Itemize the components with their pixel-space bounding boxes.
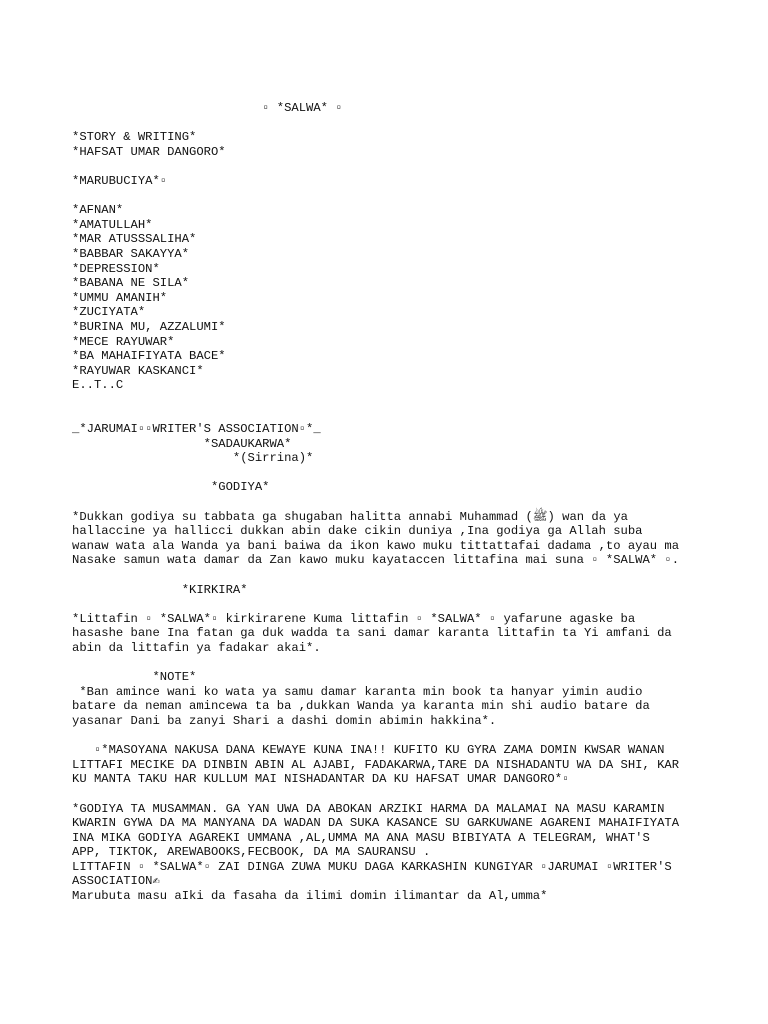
text-line: *RAYUWAR KASKANCI*	[72, 363, 204, 378]
text-line: wanaw wata ala Wanda ya bani baiwa da ikon kawo muku tittattafai dadama ,to ayau ma	[72, 538, 680, 553]
text-line	[72, 568, 712, 583]
text-line: *BABBAR SAKAYYA*	[72, 246, 190, 261]
text-line: *(Sirrina)*	[72, 451, 314, 466]
text-line: KWARIN GYWA DA MA MANYANA DA WADAN DA SUKA KASANCE SU GARKUWANE AGARENI MAHAIFIYATA	[72, 816, 680, 831]
text-line: yasanar Dani ba zanyi Shari a dashi domin abimin hakkina*.	[72, 713, 497, 728]
text-line: *Dukkan godiya su tabbata ga shugaban halitta annabi Muhammad (ﷺ) wan da ya	[72, 509, 628, 524]
text-line: *AMATULLAH*	[72, 217, 153, 232]
text-line	[72, 729, 712, 744]
text-line: LITTAFI MECIKE DA DINBIN ABIN AL AJABI, FADAKARWA,TARE DA NISHADANTU WA DA SHI, KAR	[72, 757, 680, 772]
text-line: ▫*MASOYANA NAKUSA DANA KEWAYE KUNA INA!! KUFITO KU GYRA ZAMA DOMIN KWSAR WANAN	[72, 743, 665, 758]
text-line: *UMMU AMANIH*	[72, 290, 168, 305]
text-line: *GODIYA TA MUSAMMAN. GA YAN UWA DA ABOKAN ARZIKI HARMA DA MALAMAI NA MASU KARAMIN	[72, 801, 665, 816]
text-line: INA MIKA GODIYA AGAREKI UMMANA ,AL,UMMA MA ANA MASU BIBIYATA A TELEGRAM, WHAT'S	[72, 830, 650, 845]
text-line: *STORY & WRITING*	[72, 130, 197, 145]
text-line	[72, 116, 712, 131]
text-line: *BA MAHAIFIYATA BACE*	[72, 349, 226, 364]
text-line: *MECE RAYUWAR*	[72, 334, 175, 349]
text-line: E..T..C	[72, 378, 124, 393]
document-body	[72, 101, 712, 904]
text-line: *Ban amince wani ko wata ya samu damar karanta min book ta hanyar yimin audio	[72, 684, 643, 699]
text-line: *Littafin ▫ *SALWA*▫ kirkirarene Kuma littafin ▫ *SALWA* ▫ yafarune agaske ba	[72, 611, 636, 626]
text-line: *NOTE*	[72, 670, 197, 685]
text-line: batare da neman amincewa ta ba ,dukkan Wanda ya karanta min shi audio batare da	[72, 699, 650, 714]
text-line: abin da littafin ya fadakar akai*.	[72, 640, 321, 655]
text-line: Marubuta masu aIki da fasaha da ilimi domin ilimantar da Al,umma*	[72, 889, 548, 904]
text-line	[72, 495, 712, 510]
text-line: APP, TIKTOK, AREWABOOKS,FECBOOK, DA MA SAURANSU .	[72, 845, 431, 860]
text-line: *SADAUKARWA*	[72, 436, 292, 451]
text-line: hallaccine ya hallicci dukkan abin dake cikin duniya ,Ina godiya ga Allah suba	[72, 524, 643, 539]
text-line: ▫ *SALWA* ▫	[72, 101, 343, 115]
text-line: hasashe bane Ina fatan ga duk wadda ta sani damar karanta littafin ta Yi amfani da	[72, 626, 672, 641]
text-line: Nasake samun wata damar da Zan kawo muku kayataccen littafina mai suna ▫ *SALWA* ▫.	[72, 553, 680, 568]
text-line: *DEPRESSION*	[72, 261, 160, 276]
text-line: *BURINA MU, AZZALUMI*	[72, 319, 226, 334]
text-line: KU MANTA TAKU HAR KULLUM MAI NISHADANTAR DA KU HAFSAT UMAR DANGORO*▫	[72, 772, 570, 787]
text-line	[72, 189, 712, 204]
text-line: *KIRKIRA*	[72, 582, 248, 597]
text-line: *BABANA NE SILA*	[72, 276, 190, 291]
text-line: ASSOCIATION✍	[72, 874, 160, 889]
text-line	[72, 159, 712, 174]
text-line	[72, 466, 712, 481]
text-line: LITTAFIN ▫ *SALWA*▫ ZAI DINGA ZUWA MUKU DAGA KARKASHIN KUNGIYAR ▫JARUMAI ▫WRITER'S	[72, 859, 672, 874]
text-line	[72, 393, 712, 408]
text-line	[72, 656, 712, 671]
text-line: _*JARUMAI▫▫WRITER'S ASSOCIATION▫*_	[72, 422, 321, 437]
text-line	[72, 407, 712, 422]
text-line	[72, 597, 712, 612]
text-line: *MAR ATUSSSALIHA*	[72, 232, 197, 247]
text-line: *HAFSAT UMAR DANGORO*	[72, 144, 226, 159]
text-line	[72, 787, 712, 802]
text-line: *GODIYA*	[72, 480, 270, 495]
text-line: *MARUBUCIYA*▫	[72, 173, 168, 188]
text-line: *ZUCIYATA*	[72, 305, 146, 320]
text-line: *AFNAN*	[72, 203, 124, 218]
